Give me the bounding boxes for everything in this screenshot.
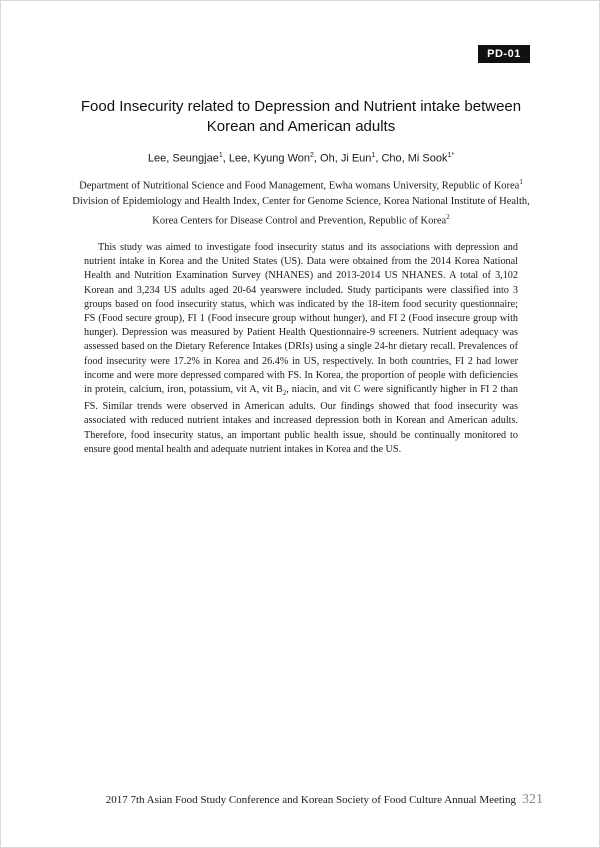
- page-number: 321: [522, 792, 543, 807]
- abstract-subscript: 2: [282, 389, 287, 398]
- affiliation-line: Division of Epidemiology and Health Index, Center for Genome Science, Korea National Institute of Health,: [72, 196, 530, 207]
- paper-title: [71, 97, 531, 137]
- author: Cho, Mi Sook: [381, 152, 448, 165]
- affiliation-mark: 2: [446, 212, 450, 221]
- author-affiliation-mark: 1: [371, 152, 376, 159]
- author-affiliation-mark: 1: [218, 152, 223, 159]
- affiliation-mark: 1: [519, 178, 523, 186]
- title-line-1: Food Insecurity related to Depression and Nutrient intake between: [80, 98, 522, 115]
- author: Lee, Kyung Won: [228, 152, 311, 165]
- author: Oh, Ji Eun: [320, 152, 372, 165]
- conference-name: 2017 7th Asian Food Study Conference and Korean Society of Food Culture Annual Meeting: [105, 794, 516, 806]
- session-badge: PD-01: [478, 45, 530, 63]
- affiliation-text: Korea Centers for Disease Control and Prevention, Republic of Korea: [152, 215, 447, 226]
- author-list: Lee, Seungjae$^1$, Lee, Kyung Won$^2$, Oh, Ji Eun$^1$, Cho, Mi Sook$^{1*}$: [147, 152, 455, 165]
- affiliation-line: [61, 210, 541, 229]
- author-affiliation-mark: 1*: [447, 152, 455, 159]
- affiliation-text: Department of Nutritional Science and Food Management, Ewha womans University, Republic of Korea: [79, 180, 520, 192]
- affiliations: [61, 175, 541, 229]
- author: Lee, Seungjae: [147, 152, 219, 165]
- page-footer: [106, 792, 543, 808]
- title-line-2: Korean and American adults: [206, 118, 396, 135]
- affiliation-line: [61, 175, 541, 194]
- abstract-text: This study was aimed to investigate food insecurity status and its associations with depression and nutrient intake in Korea and the United States (US). Data were obtained from the 2014 Korea National Health and Nutrition Examination Survey (NHANES) and 2013-2014 US NHANES. A total of 3,102 Korean and 3,234 US adults aged 20-64 yearswere included. Study participants were classified into 3 groups based on food insecurity status, which was indicated by the 18-item food security questionnaire; FS (Food secure group), FI 1 (Food insecure group without hunger), and FI 2 (Food insecure group with hunger). Depression was measured by Patient Health Questionnaire-9 screeners. Nutrient adequacy was assessed based on the Dietary Reference Intakes (DRIs) using a single 24-hr dietary recall. Prevalences of food insecurity were 17.2% in Korea and 26.4% in US, respectively. In both countries, FI 2 had lower income and were more depressed compared with FS. In Korea, the proportion of people with deficiencies in protein, calcium, iron, potassium, vit A, vit B: [84, 242, 518, 396]
- abstract-text: , niacin, and vit C were significantly higher in FI 2 than FS. Similar trends were observed in American adults. Our findings showed that food insecurity was associated with reduced nutrient intakes and increased depression both in Korean and American adults. Therefore, food insecurity status, an important public health issue, should be continually monitored to ensure good mental health and adequate nutrient intakes in Korea and the US.: [84, 384, 518, 455]
- abstract: [84, 241, 518, 457]
- author-affiliation-mark: 2: [310, 152, 314, 159]
